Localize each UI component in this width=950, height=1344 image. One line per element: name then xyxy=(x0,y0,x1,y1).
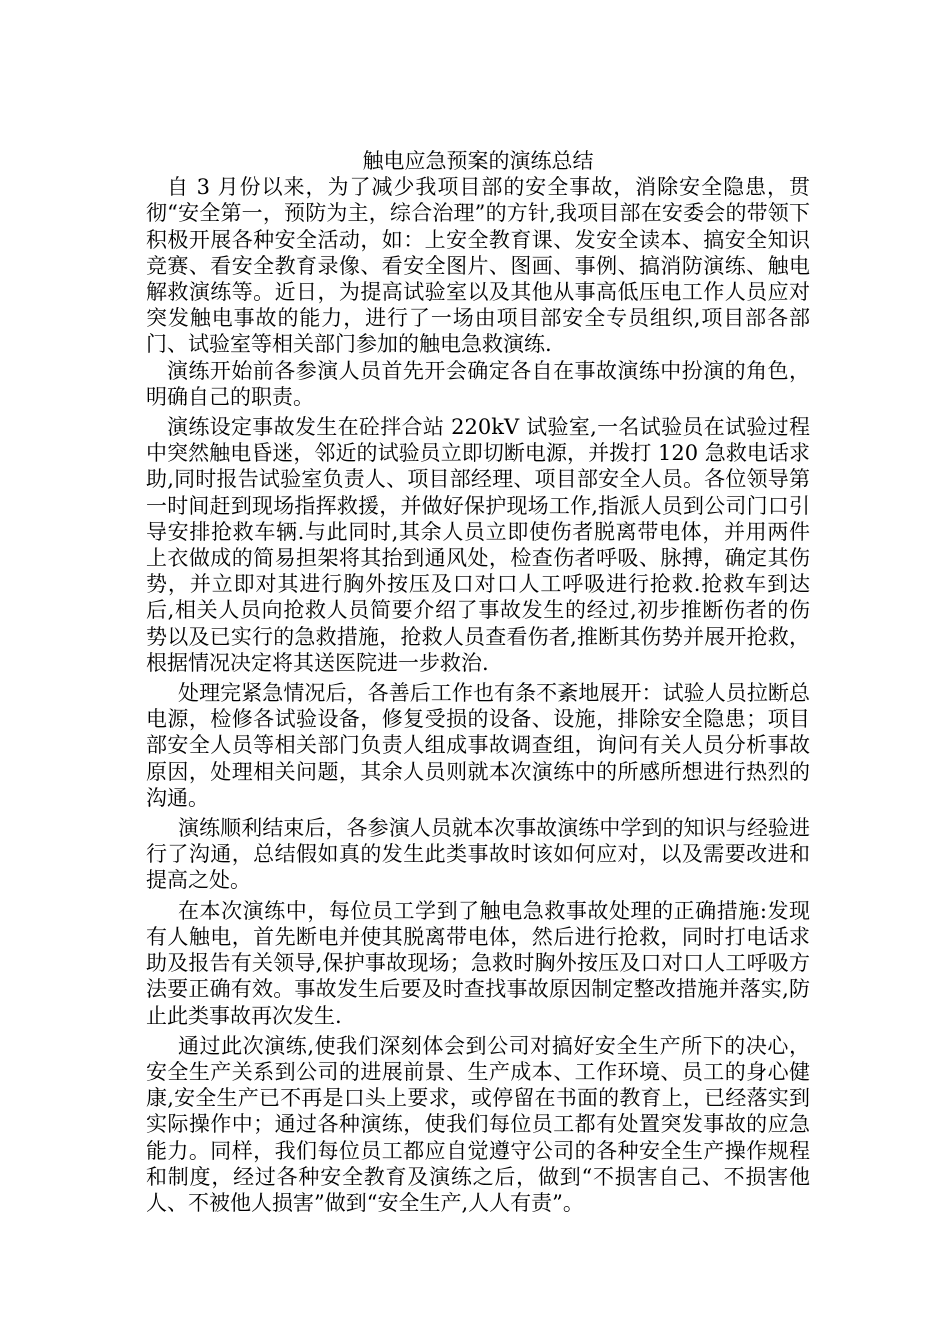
paragraph-review: 演练顺利结束后，各参演人员就本次事故演练中学到的知识与经验进行了沟通，总结假如真的发生此类事故时该如何应对，以及需要改进和提高之处。 xyxy=(146,816,810,893)
paragraph-scenario: 演练设定事故发生在砼拌合站 220kV 试验室,一名试验员在试验过程中突然触电昏迷，邻近的试验员立即切断电源，并拨打 120 急救电话求助,同时报告试验室负责人、项目部经理、项目部安全人员。各位领导第一时间赶到现场指挥救援，并做好保护现场工作,指派人员到公司门口引导安排抢救车辆.与此同时,其余人员立即使伤者脱离带电体，并用两件上衣做成的简易担架将其抬到通风处，检查伤者呼吸、脉搏，确定其伤势，并立即对其进行胸外按压及口对口人工呼吸进行抢救.抢救车到达后,相关人员向抢救人员简要介绍了事故发生的经过,初步推断伤者的伤势以及已实行的急救措施，抢救人员查看伤者,推断其伤势并展开抢救，根据情况决定将其送医院进一步救治. xyxy=(146,415,810,675)
document-title: 触电应急预案的演练总结 xyxy=(362,149,594,173)
paragraph-aftermath: 处理完紧急情况后，各善后工作也有条不紊地展开：试验人员拉断总电源，检修各试验设备，修复受损的设备、设施，排除安全隐患；项目部安全人员等相关部门负责人组成事故调查组，询问有关人员分析事故原因，处理相关问题，其余人员则就本次演练中的所感所想进行热烈的沟通。 xyxy=(146,681,810,810)
paragraph-lessons: 在本次演练中，每位员工学到了触电急救事故处理的正确措施:发现有人触电，首先断电并使其脱离带电体，然后进行抢救，同时打电话求助及报告有关领导,保护事故现场；急救时胸外按压及口对口人工呼吸方法要正确有效。事故发生后要及时查找事故原因制定整改措施并落实,防止此类事故再次发生. xyxy=(146,898,810,1028)
document-page xyxy=(146,148,810,1216)
paragraph-intro: 自 3 月份以来，为了减少我项目部的安全事故，消除安全隐患，贯彻“安全第一，预防为主，综合治理”的方针,我项目部在安委会的带领下积极开展各种安全活动，如：上安全教育课、发安全读本、搞安全知识竞赛、看安全教育录像、看安全图片、图画、事例、搞消防演练、触电解救演练等。近日，为提高试验室以及其他从事高低压电工作人员应对突发触电事故的能力，进行了一场由项目部安全专员组织,项目部各部门、试验室等相关部门参加的触电急救演练. xyxy=(146,175,810,357)
paragraph-roles: 演练开始前各参演人员首先开会确定各自在事故演练中扮演的角色，明确自己的职责。 xyxy=(146,358,810,409)
paragraph-conclusion: 通过此次演练,使我们深刻体会到公司对搞好安全生产所下的决心，安全生产关系到公司的进展前景、生产成本、工作环境、员工的身心健康,安全生产已不再是口头上要求，或停留在书面的教育上，已经落实到实际操作中；通过各种演练，使我们每位员工都有处置突发事故的应急能力。同样，我们每位员工都应自觉遵守公司的各种安全生产操作规程和制度，经过各种安全教育及演练之后，做到“不损害自己、不损害他人、不被他人损害”做到“安全生产,人人有责”。 xyxy=(146,1033,810,1215)
